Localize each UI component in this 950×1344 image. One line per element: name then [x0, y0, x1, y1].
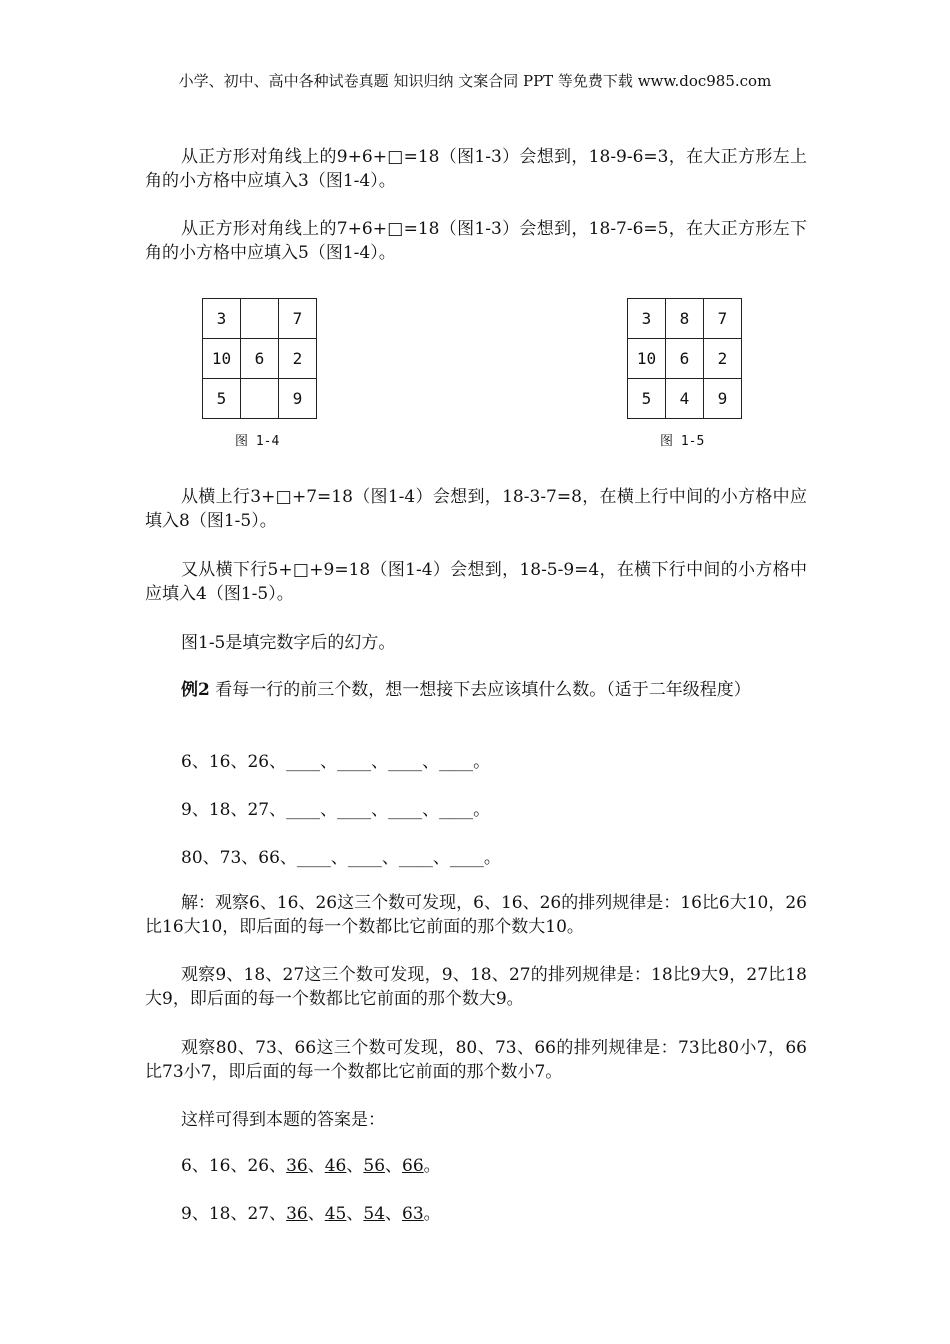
sequence: 9、18、27、____、____、____、____。 — [181, 800, 491, 820]
solution-paragraph: 观察80、73、66这三个数可发现，80、73、66的排列规律是：73比80小7，66比73小7，即后面的每一个数都比它前面的那个数小7。 — [145, 1038, 807, 1082]
grid-row — [203, 379, 317, 419]
grid-cell: 3 — [203, 299, 241, 339]
grid-cell — [241, 299, 279, 339]
solution-paragraph: 解：观察6、16、26这三个数可发现，6、16、26的排列规律是：16比6大10，26比16大10，即后面的每一个数都比它前面的那个数大10。 — [145, 893, 807, 937]
magic-square-fig-1-4 — [202, 298, 317, 419]
answer-value: 45 — [324, 1204, 347, 1224]
grid-row — [628, 299, 742, 339]
magic-square-fig-1-5 — [627, 298, 742, 419]
answer-line: 6、16、26、36、46、56、66。 — [181, 1156, 441, 1176]
grid-row — [628, 339, 742, 379]
grid-cell: 7 — [704, 299, 742, 339]
page-header: 小学、初中、高中各种试卷真题 知识归纳 文案合同 PPT 等免费下载 www.doc985.com — [178, 72, 772, 90]
grid-row — [203, 339, 317, 379]
answer-value: 56 — [363, 1156, 386, 1176]
grid-cell: 10 — [628, 339, 666, 379]
example-text: 看每一行的前三个数，想一想接下去应该填什么数。（适于二年级程度） — [209, 680, 751, 700]
answer-value: 54 — [363, 1204, 386, 1224]
example-label: 例2 — [181, 680, 210, 700]
answer-value: 36 — [286, 1156, 308, 1176]
figure-caption: 图 1-4 — [235, 434, 280, 449]
paragraph: 从正方形对角线上的9+6+□=18（图1-3）会想到，18-9-6=3，在大正方形左上角的小方格中应填入3（图1-4）。 — [145, 147, 807, 191]
grid-cell: 9 — [279, 379, 317, 419]
answer-value: 63 — [402, 1204, 424, 1224]
solution-paragraph: 这样可得到本题的答案是： — [181, 1110, 385, 1130]
grid-cell: 3 — [628, 299, 666, 339]
grid-cell: 5 — [628, 379, 666, 419]
sequence: 80、73、66、____、____、____、____。 — [181, 848, 501, 868]
paragraph: 从正方形对角线上的7+6+□=18（图1-3）会想到，18-7-6=5，在大正方形左下角的小方格中应填入5（图1-4）。 — [145, 219, 807, 263]
answer-prefix: 9、18、27、 — [181, 1204, 287, 1224]
solution-paragraph: 观察9、18、27这三个数可发现，9、18、27的排列规律是：18比9大9，27比18大9，即后面的每一个数都比它前面的那个数大9。 — [145, 965, 807, 1009]
grid-cell: 5 — [203, 379, 241, 419]
grid-cell: 2 — [279, 339, 317, 379]
answer-line: 9、18、27、36、45、54、63。 — [181, 1204, 441, 1224]
grid-cell: 2 — [704, 339, 742, 379]
sequence: 6、16、26、____、____、____、____。 — [181, 752, 491, 772]
grid-cell: 10 — [203, 339, 241, 379]
grid-cell: 9 — [704, 379, 742, 419]
answer-prefix: 6、16、26、 — [181, 1156, 287, 1176]
grid-row — [628, 379, 742, 419]
answer-value: 66 — [402, 1156, 424, 1176]
grid-cell: 8 — [666, 299, 704, 339]
grid-row — [203, 299, 317, 339]
example-2 — [145, 678, 807, 702]
answer-value: 46 — [324, 1156, 347, 1176]
paragraph: 从横上行3+□+7=18（图1-4）会想到，18-3-7=8，在横上行中间的小方格中应填入8（图1-5）。 — [145, 487, 807, 531]
answer-value: 36 — [286, 1204, 308, 1224]
grid-cell: 7 — [279, 299, 317, 339]
grid-cell: 6 — [241, 339, 279, 379]
grid-cell — [241, 379, 279, 419]
paragraph: 图1-5是填完数字后的幻方。 — [181, 633, 396, 653]
paragraph: 又从横下行5+□+9=18（图1-4）会想到，18-5-9=4，在横下行中间的小方格中应填入4（图1-5）。 — [145, 560, 807, 604]
grid-cell: 4 — [666, 379, 704, 419]
grid-cell: 6 — [666, 339, 704, 379]
figure-caption: 图 1-5 — [660, 434, 705, 449]
